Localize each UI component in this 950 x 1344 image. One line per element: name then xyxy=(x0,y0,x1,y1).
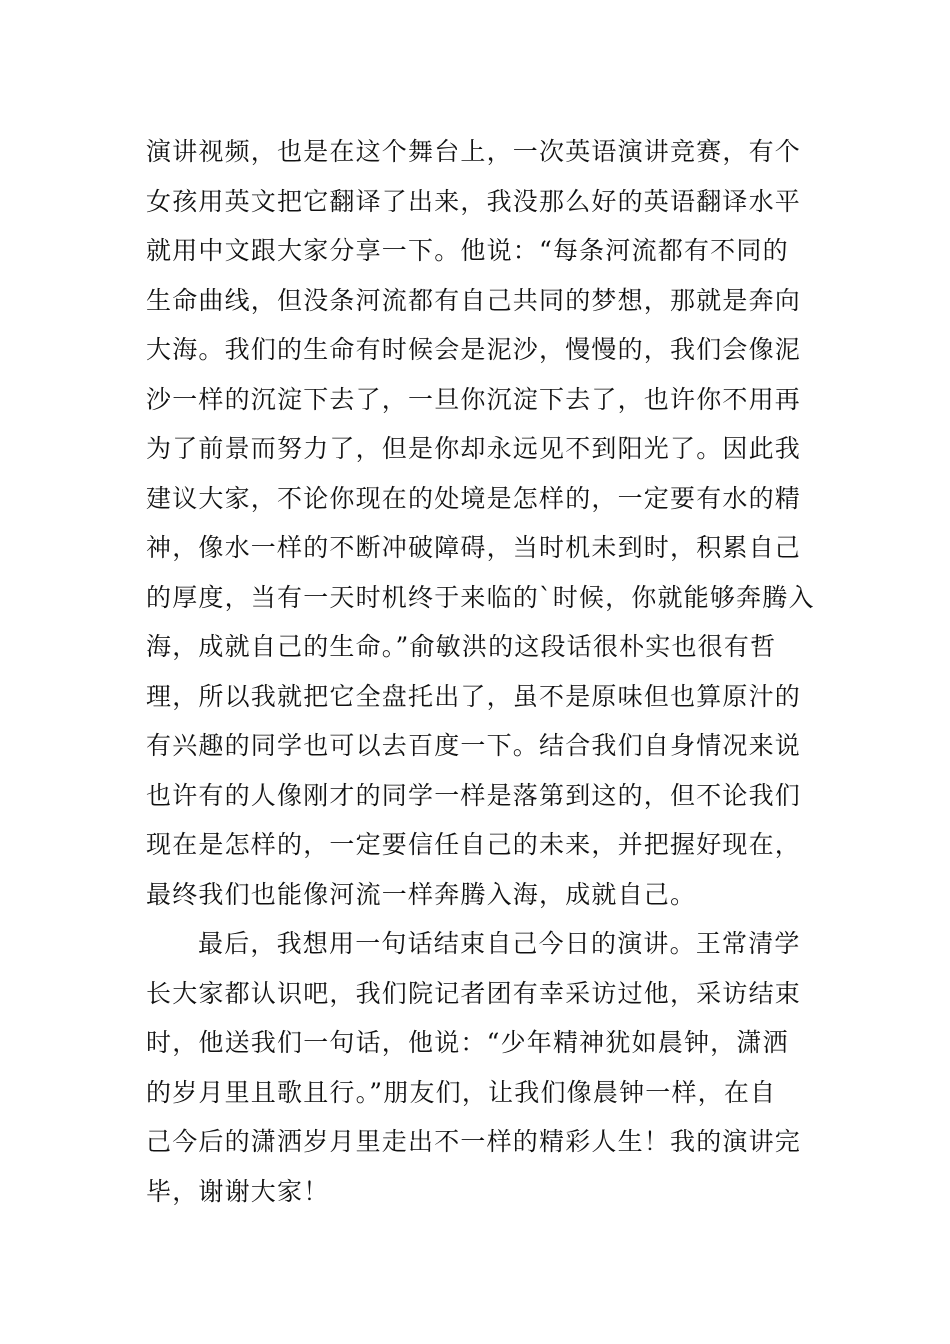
text-line: 时，他送我们一句话，他说：“少年精神犹如晨钟，潇洒 xyxy=(146,1028,789,1057)
text-line: 就用中文跟大家分享一下。他说：“每条河流都有不同的 xyxy=(146,236,789,265)
text-line: 己今后的潇洒岁月里走出不一样的精彩人生！我的演讲完 xyxy=(146,1127,802,1156)
text-line: 毕，谢谢大家！ xyxy=(146,1176,330,1206)
text-line: 演讲视频，也是在这个舞台上，一次英语演讲竞赛，有个 xyxy=(146,137,802,166)
text-line: 海，成就自己的生命。”俞敏洪的这段话很朴实也很有哲 xyxy=(146,632,777,661)
text-line: 现在是怎样的，一定要信任自己的未来，并把握好现在， xyxy=(146,830,802,859)
text-line: 也许有的人像刚才的同学一样是落第到这的，但不论我们 xyxy=(146,780,802,810)
text-line: 女孩用英文把它翻译了出来，我没那么好的英语翻译水平 xyxy=(146,186,802,216)
text-line: 大海。我们的生命有时候会是泥沙，慢慢的，我们会像泥 xyxy=(146,335,802,364)
text-line: 有兴趣的同学也可以去百度一下。结合我们自身情况来说 xyxy=(146,731,802,760)
text-line: 的岁月里且歌且行。”朋友们，让我们像晨钟一样，在自 xyxy=(146,1077,777,1107)
text-line: 理，所以我就把它全盘托出了，虽不是原味但也算原汁的 xyxy=(146,681,802,711)
text-line: 生命曲线，但没条河流都有自己共同的梦想，那就是奔向 xyxy=(146,285,802,315)
text-line: 建议大家，不论你现在的处境是怎样的，一定要有水的精 xyxy=(146,483,802,513)
speech-text xyxy=(146,127,815,1216)
text-line: 最终我们也能像河流一样奔腾入海，成就自己。 xyxy=(146,879,697,909)
text-line: 沙一样的沉淀下去了，一旦你沉淀下去了，也许你不用再 xyxy=(146,384,802,414)
text-line: 的厚度，当有一天时机终于来临的`时候，你就能够奔腾入 xyxy=(146,582,815,612)
text-line: 神，像水一样的不断冲破障碍，当时机未到时，积累自己 xyxy=(146,533,802,562)
text-line: 长大家都认识吧，我们院记者团有幸采访过他，采访结束 xyxy=(146,978,802,1008)
paragraph-first-line: 最后，我想用一句话结束自己今日的演讲。王常清学 xyxy=(198,929,801,958)
text-line: 为了前景而努力了，但是你却永远见不到阳光了。因此我 xyxy=(146,434,802,463)
